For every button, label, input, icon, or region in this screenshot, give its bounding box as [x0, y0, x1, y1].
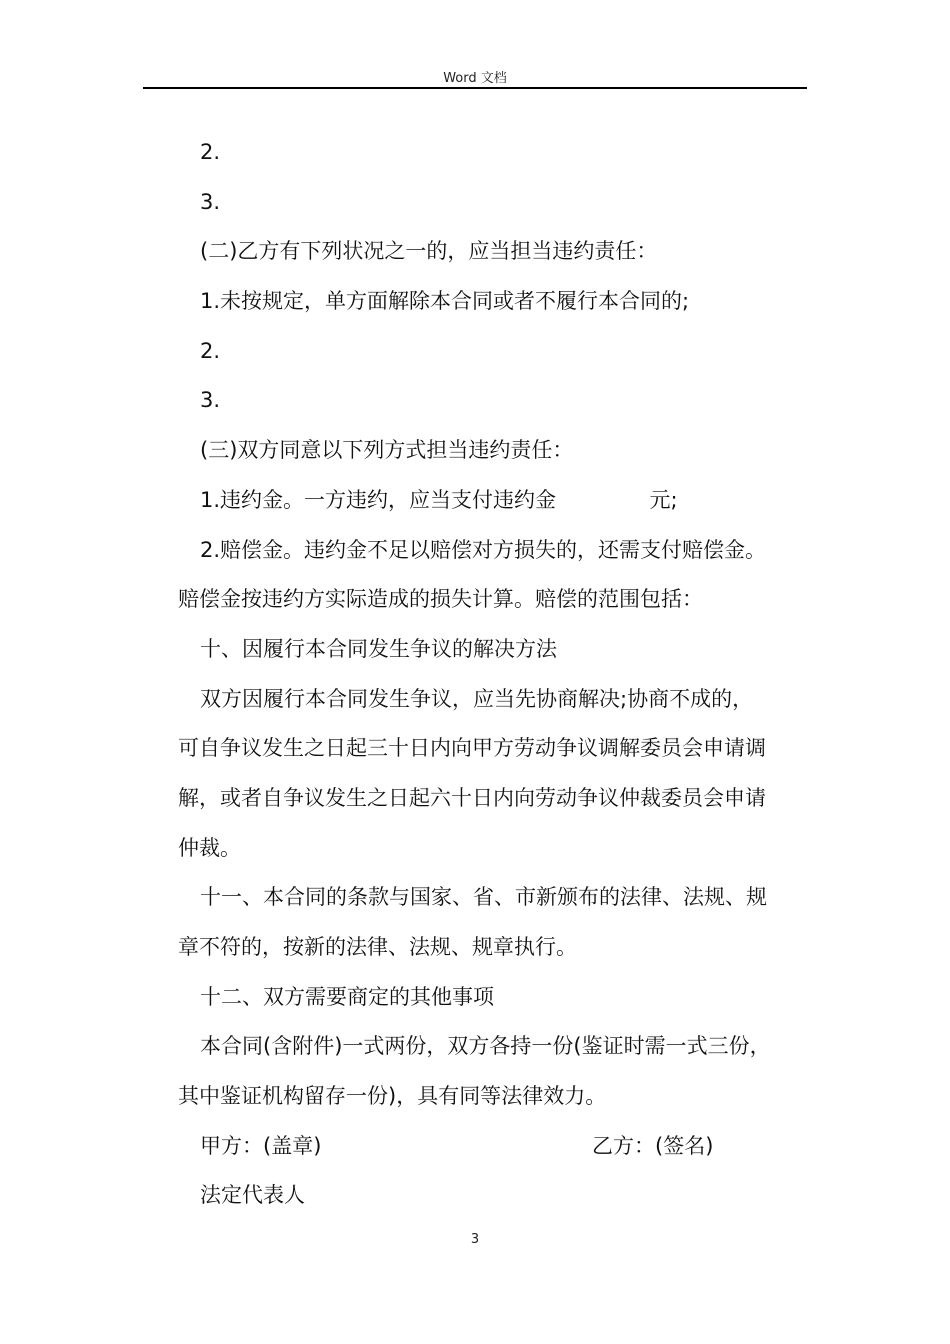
list-item: 1.违约金。一方违约，应当支付违约金 元;: [200, 487, 678, 512]
section-heading: 十、因履行本合同发生争议的解决方法: [200, 636, 557, 661]
signature-row: [178, 1122, 806, 1172]
paragraph-line: 可自争议发生之日起三十日内向甲方劳动争议调解委员会申请调: [178, 736, 766, 761]
paragraph-line: 仲裁。: [178, 835, 241, 860]
page-header: Word 文档: [443, 71, 507, 86]
list-item: 1.未按规定，单方面解除本合同或者不履行本合同的;: [200, 289, 690, 314]
section-heading: 十一、本合同的条款与国家、省、市新颁布的法律、法规、规: [200, 885, 767, 910]
subsection-heading: (三)双方同意以下列方式担当违约责任：: [200, 438, 574, 463]
legal-representative-label: 法定代表人: [200, 1183, 305, 1208]
document-body: [178, 128, 806, 1221]
list-item: 2.: [200, 338, 221, 363]
header-rule: [143, 87, 807, 89]
subsection-heading: (二)乙方有下列状况之一的，应当担当违约责任：: [200, 239, 658, 264]
page-number: 3: [470, 1232, 480, 1247]
section-heading: 十二、双方需要商定的其他事项: [200, 984, 494, 1009]
list-item: 2.赔偿金。违约金不足以赔偿对方损失的，还需支付赔偿金。: [200, 537, 767, 562]
paragraph-line: 解，或者自争议发生之日起六十日内向劳动争议仲裁委员会申请: [178, 785, 766, 810]
paragraph-line: 章不符的，按新的法律、法规、规章执行。: [178, 935, 577, 959]
list-item: 3.: [200, 388, 221, 413]
party-b-signature: 乙方：(签名): [592, 1133, 714, 1158]
party-a-signature: 甲方：(盖章): [200, 1133, 322, 1158]
list-item: 3.: [200, 189, 221, 214]
paragraph-line: 双方因履行本合同发生争议，应当先协商解决;协商不成的，: [200, 686, 754, 711]
paragraph-line: 本合同(含附件)一式两份，双方各持一份(鉴证时需一式三份，: [200, 1034, 771, 1059]
paragraph-line: 其中鉴证机构留存一份)，具有同等法律效力。: [178, 1084, 607, 1109]
list-item: 2.: [200, 140, 221, 164]
paragraph-line: 赔偿金按违约方实际造成的损失计算。赔偿的范围包括：: [178, 587, 703, 612]
